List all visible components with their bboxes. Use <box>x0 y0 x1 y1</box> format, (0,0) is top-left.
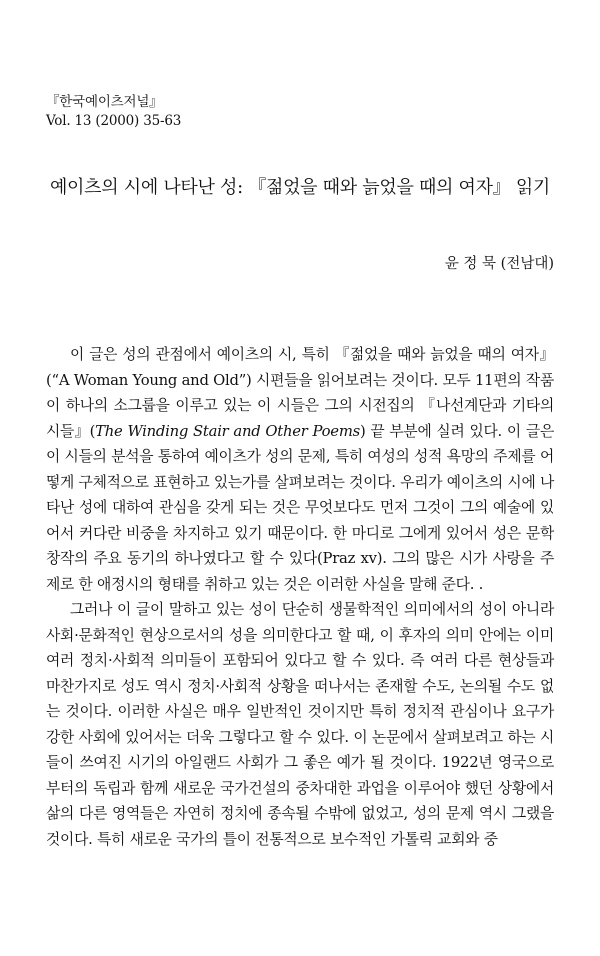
paper-title: 예이츠의 시에 나타난 성: 『젊었을 때와 늙었을 때의 여자』 읽기 <box>49 177 551 198</box>
paragraph-2: 그러나 이 글이 말하고 있는 성이 단순히 생물학적인 의미에서의 성이 아니라 사회·문화적인 현상으로서의 성을 의미한다고 할 때, 이 후자의 의미 안에는 이미 여러 정치·사회적 의미들이 포함되어 있다고 할 수 있다. 즉 여러 다른 현상들과 마찬가지로 성도 역시 정치·사회적 상황을 떠나서는 존재할 수도, 논의될 수도 없는 것이다. 이러한 사실은 매우 일반적인 것이지만 특히 정치적 관심이나 요구가 강한 사회에 있어서는 더욱 그렇다고 할 수 있다. 이 논문에서 살펴보려고 하는 시들이 쓰여진 시기의 아일랜드 사회가 그 좋은 예가 될 것이다. 1922년 영국으로부터의 독립과 함께 새로운 국가건설의 중차대한 과업을 이루어야 했던 상황에서 삶의 다른 영역들은 자연히 정치에 종속될 수밖에 없었고, 성의 문제 역시 그랬을 것이다. 특히 새로운 국가의 틀이 전통적으로 보수적인 가톨릭 교회와 중 <box>46 601 554 848</box>
paragraph-1-part-a: 이 글은 성의 관점에서 예이츠의 시, 특히 『젊었을 때와 늙었을 때의 여자』(“A Woman Young and Old”) 시편들을 읽어보려는 것이다. 모두 11편의 작품이 하나의 소그룹을 이루고 있는 이 시들은 그의 시전집의 『나선계단과 기타의 시들』( <box>46 346 554 440</box>
journal-header <box>46 93 181 131</box>
paragraph-1-part-b: ) 끝 부분에 실려 있다. 이 글은 이 시들의 분석을 통하여 예이츠가 성의 문제, 특히 여성의 성적 욕망의 주제를 어떻게 구체적으로 표현하고 있는가를 살펴보려는 것이다. 우리가 예이츠의 시에 나타난 성에 대하여 관심을 갖게 되는 것은 무엇보다도 먼저 그것이 그의 예술에 있어서 커다란 비중을 차지하고 있기 때문이다. 한 마디로 그에게 있어서 성은 문학창작의 주요 동기의 하나였다고 할 수 있다(Praz xv). 그의 많은 시가 사랑을 주제로 한 애정시의 형태를 취하고 있는 것은 이러한 사실을 말해 준다. . <box>46 422 554 593</box>
author-affiliation: 윤 정 묵 (전남대) <box>444 256 554 272</box>
journal-volume-info: Vol. 13 (2000) 35-63 <box>46 113 182 129</box>
body-text <box>46 342 554 852</box>
journal-name: 『한국예이츠저널』 <box>46 94 163 110</box>
book-title-italic: The Winding Stair and Other Poems <box>95 422 360 440</box>
paragraph-1 <box>46 342 554 597</box>
